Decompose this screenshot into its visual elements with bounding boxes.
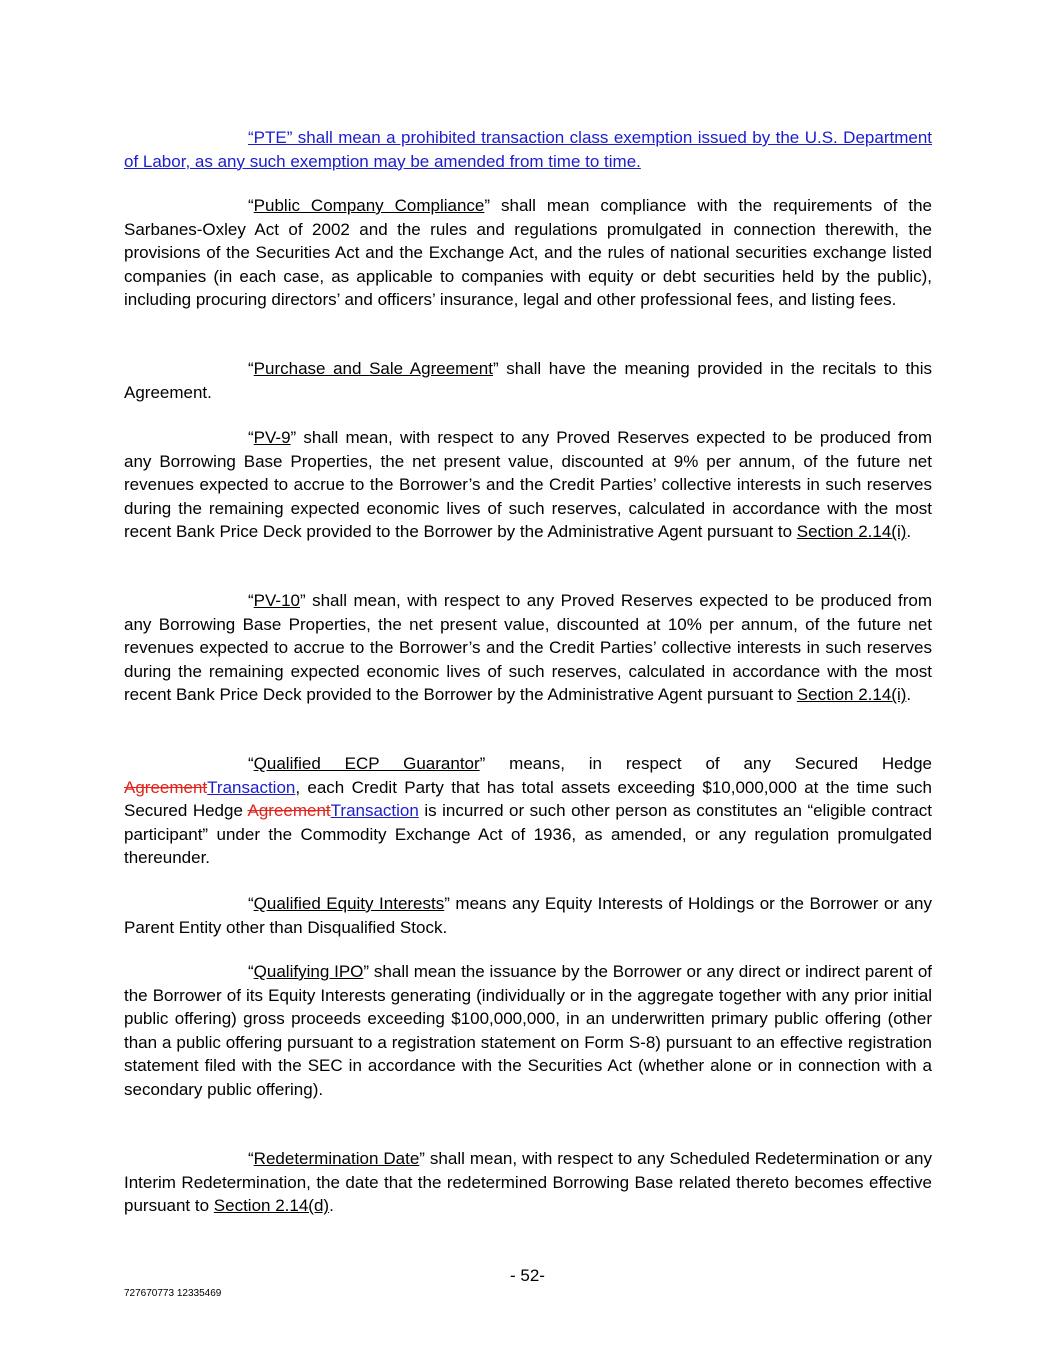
open-quote: “ bbox=[248, 894, 254, 913]
deleted-text: Agreement bbox=[124, 777, 208, 797]
definition-purchase-sale-agreement bbox=[124, 357, 932, 404]
deleted-text: Agreement bbox=[247, 801, 331, 821]
open-quote: “ bbox=[248, 591, 254, 610]
definition-text: ” shall have the meaning provided in the recitals to this Agreement. bbox=[124, 359, 932, 402]
definition-text: ” shall mean, with respect to any Proved Reserves expected to be produced from any Borrowing Base Properties, the net present value, discounted at 10% per annum, of the future net revenues expected to accrue to the Borrower’s and the Credit Parties’ collective interests in such reserves during the remaining expected economic lives of such reserves, calculated in accordance with the most recent Bank Price Deck provided to the Borrower by the Administrative Agent pursuant to bbox=[124, 591, 932, 705]
definition-text: ” shall mean, with respect to any Proved Reserves expected to be produced from any Borrowing Base Properties, the net present value, discounted at 9% per annum, of the future net revenues expected to accrue to the Borrower’s and the Credit Parties’ collective interests in such reserves during the remaining expected economic lives of such reserves, calculated in accordance with the most recent Bank Price Deck provided to the Borrower by the Administrative Agent pursuant to bbox=[124, 428, 932, 542]
defined-term: Redetermination Date bbox=[253, 1149, 420, 1168]
definition-end: . bbox=[906, 685, 912, 705]
open-quote: “ bbox=[248, 1149, 254, 1168]
definition-end: . bbox=[906, 522, 912, 542]
page-number: - 52- bbox=[510, 1266, 545, 1285]
open-quote: “ bbox=[248, 428, 254, 447]
definition-end: . bbox=[329, 1196, 334, 1216]
definition-redetermination-date bbox=[124, 1147, 932, 1218]
section-reference: Section 2.14(i) bbox=[796, 685, 907, 705]
defined-term: Purchase and Sale Agreement bbox=[253, 359, 493, 378]
definition-pv9 bbox=[124, 426, 932, 544]
inserted-text: Transaction bbox=[207, 777, 296, 797]
definition-qualified-equity-interests bbox=[124, 892, 932, 939]
defined-term: Qualified Equity Interests bbox=[253, 894, 445, 913]
definition-qualified-ecp-guarantor bbox=[124, 752, 932, 870]
definition-pv10 bbox=[124, 589, 932, 707]
definition-text: , each Credit Party that has total assets exceeding $10,000,000 at the time such Secured Hedge bbox=[124, 777, 932, 821]
defined-term: Public Company Compliance bbox=[253, 196, 485, 215]
definition-pte bbox=[124, 126, 932, 173]
open-quote: “ bbox=[248, 359, 254, 378]
inserted-text: “PTE” shall mean a prohibited transaction class exemption issued by the U.S. Department of Labor, as any such exemption may be amended from time to time. bbox=[124, 128, 932, 171]
section-reference: Section 2.14(d) bbox=[213, 1196, 330, 1216]
definition-text: ” shall mean, with respect to any Scheduled Redetermination or any Interim Redetermination, the date that the redetermined Borrowing Base related thereto becomes effective pursuant to bbox=[124, 1149, 932, 1216]
definition-text: ” means, in respect of any Secured Hedge bbox=[479, 754, 932, 773]
open-quote: “ bbox=[248, 754, 254, 773]
defined-term: PV-9 bbox=[253, 428, 291, 447]
document-id: 727670773 12335469 bbox=[124, 1288, 222, 1299]
defined-term: Qualified ECP Guarantor bbox=[253, 754, 480, 773]
open-quote: “ bbox=[248, 962, 254, 981]
open-quote: “ bbox=[248, 196, 254, 215]
definition-text: is incurred or such other person as constitutes an “eligible contract participant” under the Commodity Exchange Act of 1936, as amended, or any regulation promulgated thereunder. bbox=[124, 801, 932, 868]
inserted-text: Transaction bbox=[330, 801, 419, 821]
defined-term: Qualifying IPO bbox=[253, 962, 364, 981]
definition-qualifying-ipo bbox=[124, 960, 932, 1102]
section-reference: Section 2.14(i) bbox=[796, 522, 907, 542]
definition-text: ” shall mean the issuance by the Borrower or any direct or indirect parent of the Borrower of its Equity Interests generating (individually or in the aggregate together with any prior initial public offering) gross proceeds exceeding $100,000,000, in an underwritten primary public offering (other than a public offering pursuant to a registration statement on Form S-8) pursuant to an effective registration statement filed with the SEC in accordance with the Securities Act (whether alone or in connection with a secondary public offering). bbox=[124, 962, 932, 1099]
definition-text: ” means any Equity Interests of Holdings or the Borrower or any Parent Entity other than Disqualified Stock. bbox=[124, 894, 933, 937]
defined-term: PV-10 bbox=[253, 591, 300, 610]
definition-text: ” shall mean compliance with the requirements of the Sarbanes-Oxley Act of 2002 and the rules and regulations promulgated in connection therewith, the provisions of the Securities Act and the Exchange Act, and the rules of national securities exchange listed companies (in each case, as applicable to companies with equity or debt securities held by the public), including procuring directors’ and officers’ insurance, legal and other professional fees, and listing fees. bbox=[124, 196, 932, 310]
definition-public-company-compliance bbox=[124, 194, 932, 312]
